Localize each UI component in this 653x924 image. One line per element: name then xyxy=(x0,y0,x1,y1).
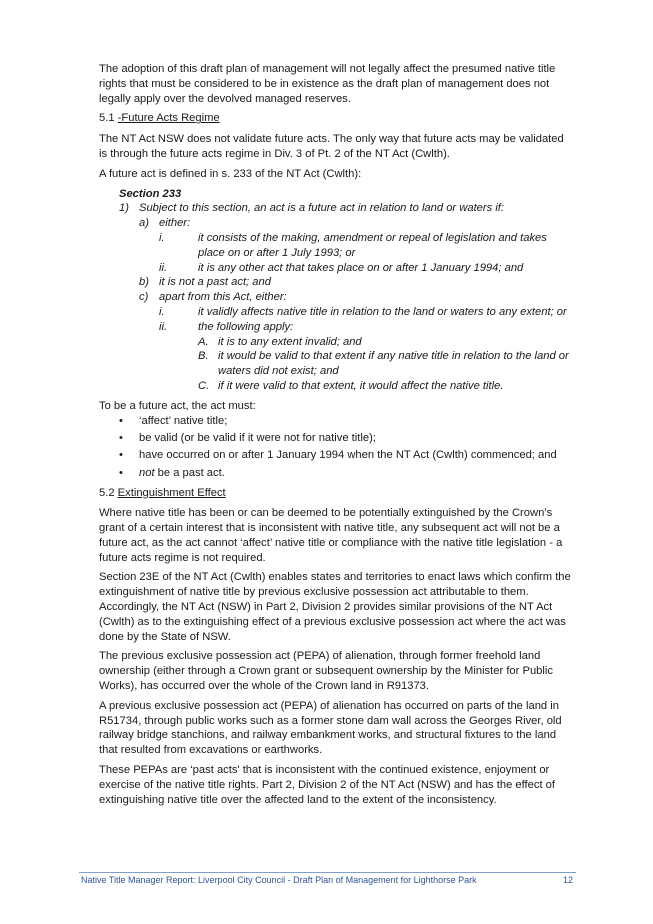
quote-item-a-ii xyxy=(99,261,573,276)
list-item xyxy=(99,431,573,446)
quote-item-1 xyxy=(99,201,573,216)
bullet-icon: • xyxy=(119,449,123,462)
section-5-1-title: -Future Acts Regime xyxy=(117,112,220,125)
footer-divider xyxy=(79,872,576,873)
quote-item-C xyxy=(99,379,573,394)
quote-item-marker: ii. xyxy=(159,261,168,274)
quote-item-marker: B. xyxy=(198,350,209,363)
bullet-icon: • xyxy=(119,414,123,427)
footer-title: Native Title Manager Report: Liverpool City Council - Draft Plan of Management for Lighthorse Park xyxy=(81,875,477,885)
list-item-text: have occurred on or after 1 January 1994 when the NT Act (Cwlth) commenced; and xyxy=(139,449,557,462)
extinguishment-paragraph-3: The previous exclusive possession act (PEPA) of alienation, through former freehold land ownership (either through a Crown grant or subsequent ownership by the Minister for Public Works), has occurred over the whole of the Crown land in R91373. xyxy=(99,650,553,693)
list-item-text: ‘affect’ native title; xyxy=(139,414,228,427)
quote-item-B xyxy=(99,349,573,379)
section-5-2-heading xyxy=(99,486,573,501)
list-item-text: be valid (or be valid if it were not for native title); xyxy=(139,431,376,444)
list-item xyxy=(99,448,573,463)
quote-item-text: it is not a past act; and xyxy=(159,276,271,289)
quote-item-marker: 1) xyxy=(119,202,129,215)
quote-item-text: the following apply: xyxy=(198,320,294,333)
quote-item-text: it consists of the making, amendment or repeal of legislation and takes place on or after 1 July 1993; or xyxy=(198,231,547,259)
quote-item-text: it would be valid to that extent if any native title in relation to the land or waters did not exist; and xyxy=(218,350,569,378)
extinguishment-paragraph-1: Where native title has been or can be deemed to be potentially extinguished by the Crown’s grant of a certain interest that is inconsistent with native title, any subsequent act will not be a future act, as the act cannot ‘affect’ native title or compliance with the native title legislation - a future acts regime is not required. xyxy=(99,507,563,564)
quote-item-text: either: xyxy=(159,217,191,230)
future-acts-paragraph: The NT Act NSW does not validate future acts. The only way that future acts may be validated is through the future acts regime in Div. 3 of Pt. 2 of the NT Act (Cwlth). xyxy=(99,133,564,160)
extinguishment-paragraph-5: These PEPAs are ‘past acts' that is inconsistent with the continued existence, enjoyment or exercise of the native title rights. Part 2, Division 2 of the NT Act (NSW) and has the effect of extinguishing native title over the affected land to the extent of the inconsistency. xyxy=(99,764,555,806)
section-5-1-number: 5.1 xyxy=(99,112,115,125)
list-item-emphasis: not xyxy=(139,466,155,479)
quote-item-c xyxy=(99,290,573,305)
section-5-2-number: 5.2 xyxy=(99,486,115,499)
section-233-title: Section 233 xyxy=(119,187,182,200)
page-number: 12 xyxy=(563,875,574,885)
extinguishment-paragraph-2: Section 23E of the NT Act (Cwlth) enables states and territories to enact laws which confirm the extinguishment of native title by previous exclusive possession act attributable to them. Accordingly, the NT Act (NSW) in Part 2, Division 2 provides similar provisions of the NT Act (Cwlth) as to the extinguishing effect of a previous exclusive possession act where the act was done by the State of NSW. xyxy=(99,571,571,643)
section-5-1-heading xyxy=(99,111,573,126)
section-5-2-title: Extinguishment Effect xyxy=(117,486,226,499)
quote-item-A xyxy=(99,335,573,350)
quote-item-marker: i. xyxy=(159,231,165,244)
list-item xyxy=(99,466,573,481)
quote-item-text: Subject to this section, an act is a future act in relation to land or waters if: xyxy=(139,202,505,215)
quote-item-a xyxy=(99,216,573,231)
quote-item-c-i xyxy=(99,305,573,320)
quote-item-marker: A. xyxy=(198,335,209,348)
quote-item-marker: a) xyxy=(139,217,149,230)
page-body xyxy=(99,62,573,812)
section-233-quote xyxy=(99,187,573,394)
quote-item-text: if it were valid to that extent, it would affect the native title. xyxy=(218,379,504,392)
quote-item-marker: i. xyxy=(159,305,165,318)
quote-item-a-i xyxy=(99,231,573,261)
quote-item-marker: ii. xyxy=(159,320,168,333)
quote-item-marker: c) xyxy=(139,291,149,304)
future-act-definition-intro: A future act is defined in s. 233 of the NT Act (Cwlth): xyxy=(99,167,362,180)
bullet-icon: • xyxy=(119,431,123,444)
quote-item-c-ii xyxy=(99,320,573,335)
requirements-list xyxy=(99,414,573,481)
quote-item-text: apart from this Act, either: xyxy=(159,291,287,304)
intro-paragraph: The adoption of this draft plan of management will not legally affect the presumed native title rights that must be considered to be in existence as the draft plan of management does not legally apply over the devolved managed reserves. xyxy=(99,63,556,105)
quote-item-text: it is any other act that takes place on or after 1 January 1994; and xyxy=(198,261,524,274)
future-act-requirements-intro: To be a future act, the act must: xyxy=(99,399,256,412)
list-item xyxy=(99,414,573,429)
quote-item-text: it is to any extent invalid; and xyxy=(218,335,362,348)
quote-item-text: it validly affects native title in relation to the land or waters to any extent; or xyxy=(198,305,567,318)
list-item-text: be a past act. xyxy=(154,466,225,479)
quote-item-b xyxy=(99,275,573,290)
quote-item-marker: b) xyxy=(139,276,149,289)
bullet-icon: • xyxy=(119,466,123,479)
quote-item-marker: C. xyxy=(198,379,210,392)
extinguishment-paragraph-4: A previous exclusive possession act (PEPA) of alienation has occurred on parts of the land in R51734, through public works such as a former stone dam wall across the Georges River, old railway bridge stanchions, and railway embankment works, and structural fixtures to the land that resulted from excavations or earthworks. xyxy=(99,699,562,757)
